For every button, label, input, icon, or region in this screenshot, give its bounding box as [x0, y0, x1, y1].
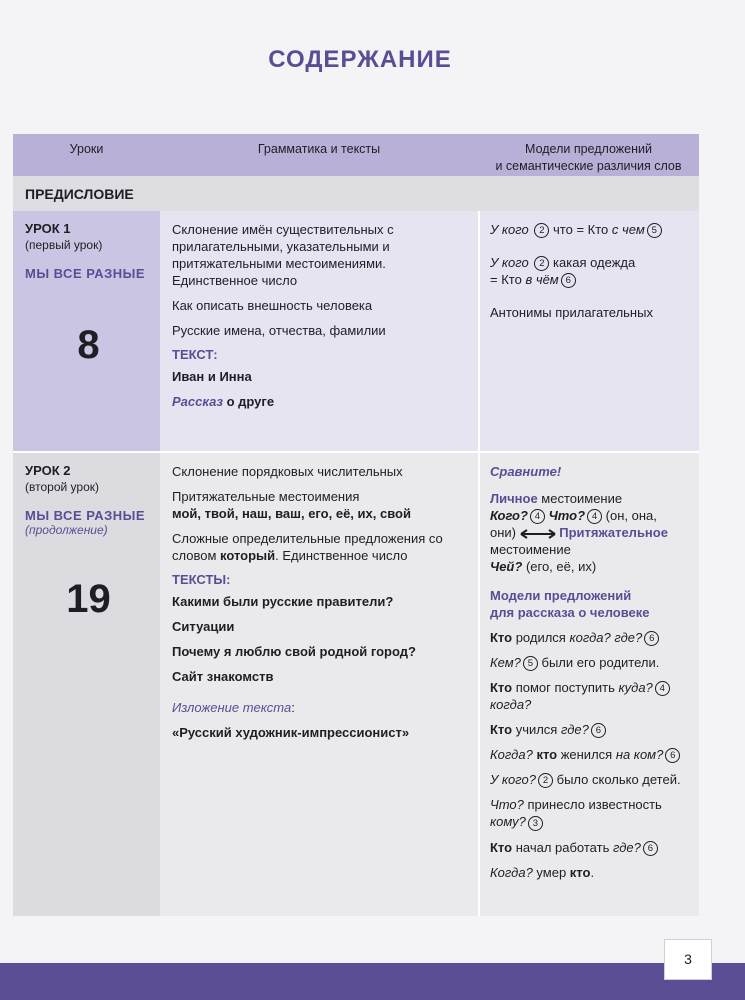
- compare-label: Сравните!: [490, 464, 562, 479]
- lesson2-grammar-2: Притяжательные местоимения мой, твой, наш, ваш, его, её, их, свой: [172, 489, 411, 521]
- header-grammar: Грамматика и тексты: [257, 142, 381, 156]
- model-sentence-6: У кого? 2 было сколько детей.: [490, 772, 681, 788]
- case-5-icon: 5: [523, 656, 538, 671]
- case-3-icon: 3: [528, 816, 543, 831]
- lesson1-model-3: Антонимы прилагательных: [490, 305, 653, 321]
- lesson1-text-2a: Рассказ: [172, 394, 223, 409]
- lesson1-grammar-1: Склонение имён существительных с прилагательными, указательными и притяжательными местоимениями. Единственное число: [172, 222, 394, 288]
- lesson1-text-2: [172, 393, 470, 410]
- footer-bar: [0, 963, 745, 1000]
- header-models-line1: Модели предложений: [525, 142, 652, 156]
- page-title: СОДЕРЖАНИЕ: [268, 46, 452, 73]
- lesson1-subtitle: (первый урок): [25, 238, 103, 252]
- lesson1-models: [478, 211, 699, 451]
- page-number: 3: [664, 939, 712, 980]
- lesson2-page: 19: [66, 577, 111, 621]
- case-6-icon: 6: [644, 631, 659, 646]
- lesson2-summary-label: Изложение текста:: [172, 700, 295, 715]
- lesson2-theme: МЫ ВСЕ РАЗНЫЕ: [25, 508, 146, 523]
- lesson1-grammar-2: Как описать внешность человека: [172, 298, 373, 313]
- case-4-icon: 4: [655, 681, 670, 696]
- lesson2-summary-text: «Русский художник-импрессионист»: [172, 725, 410, 740]
- model-sentence-3: Кто помог поступить куда? 4 когда?: [490, 679, 693, 713]
- case-4-icon: 4: [530, 509, 545, 524]
- case-2-icon: 2: [534, 223, 549, 238]
- case-6-icon: 6: [591, 723, 606, 738]
- model-sentence-7: Что? принесло известность кому? 3: [490, 797, 662, 830]
- case-6-icon: 6: [665, 748, 680, 763]
- lesson1-cell[interactable]: [13, 211, 160, 451]
- model-sentence-2: Кем? 5 были его родители.: [490, 655, 660, 671]
- lesson2-grammar-1: Склонение порядковых числительных: [172, 464, 403, 479]
- lesson2-theme-cont: (продолжение): [25, 523, 108, 537]
- lesson1-text-1: Иван и Инна: [172, 369, 252, 384]
- lesson1-model-2: У кого 2 какая одежда = Кто в чём 6: [490, 255, 636, 288]
- lesson1-title: УРОК 1: [25, 221, 71, 236]
- lesson2-subtitle: (второй урок): [25, 480, 99, 494]
- lesson2-title: УРОК 2: [25, 463, 71, 478]
- contents-table: [13, 134, 699, 916]
- case-2-icon: 2: [538, 773, 553, 788]
- lesson2-texts-label: ТЕКСТЫ:: [172, 572, 231, 587]
- lesson2-text-4: Сайт знакомств: [172, 669, 274, 684]
- lesson2-text-1: Какими были русские правители?: [172, 594, 394, 609]
- header-lessons: Уроки: [69, 142, 104, 156]
- lesson2-cell[interactable]: [13, 451, 160, 916]
- case-6-icon: 6: [561, 273, 576, 288]
- lesson1-theme: МЫ ВСЕ РАЗНЫЕ: [25, 266, 146, 281]
- lesson1-text-2b: о друге: [222, 394, 275, 409]
- models-label: Модели предложений для рассказа о человеке: [490, 588, 650, 621]
- lesson1-page: 8: [77, 323, 100, 367]
- lesson2-models: [478, 451, 699, 916]
- lesson1-model-1: У кого 2 что = Кто с чем 5: [490, 221, 693, 238]
- lesson2-text-2: Ситуации: [172, 619, 235, 634]
- header-models-line2: и семантические различия слов: [495, 159, 682, 173]
- case-5-icon: 5: [647, 223, 662, 238]
- model-sentence-9: Когда? умер кто.: [490, 864, 595, 880]
- double-arrow-icon: [520, 529, 556, 539]
- pronoun-compare: Личное местоимение Кого? 4 Что? 4 (он, она, они) Притяжательное местоимение Чей? (его, её, их): [490, 491, 668, 575]
- model-sentence-8: Кто начал работать где? 6: [490, 839, 693, 856]
- lesson2-grammar-3: Сложные определительные предложения со словом который. Единственное число: [172, 531, 443, 563]
- model-sentence-5: Когда? кто женился на ком? 6: [490, 746, 693, 763]
- case-2-icon: 2: [534, 256, 549, 271]
- table-header: [13, 134, 699, 176]
- case-6-icon: 6: [643, 841, 658, 856]
- lesson1-text-label: ТЕКСТ:: [172, 347, 218, 362]
- lesson1-grammar: [160, 211, 478, 451]
- case-4-icon: 4: [587, 509, 602, 524]
- preface-row[interactable]: ПРЕДИСЛОВИЕ: [13, 176, 699, 211]
- header-models: [478, 141, 699, 175]
- lesson2-text-3: Почему я люблю свой родной город?: [172, 644, 416, 659]
- model-sentence-1: Кто родился когда? где? 6: [490, 629, 693, 646]
- lesson2-grammar: [160, 451, 478, 916]
- lesson1-grammar-3: Русские имена, отчества, фамилии: [172, 323, 386, 338]
- model-sentence-4: Кто учился где? 6: [490, 721, 693, 738]
